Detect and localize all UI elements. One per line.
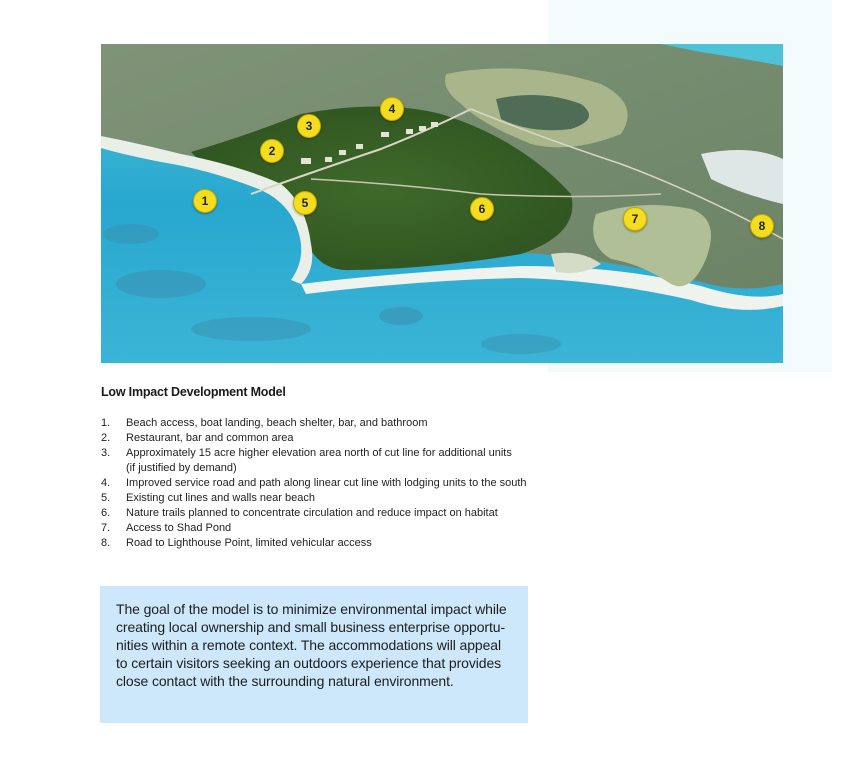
legend-text: Approximately 15 acre higher elevation area north of cut line for additional units (if justified by demand) xyxy=(126,447,512,474)
legend-item xyxy=(101,446,527,476)
legend-number: 1. xyxy=(101,417,111,429)
legend-number: 7. xyxy=(101,522,111,534)
legend-text: Existing cut lines and walls near beach xyxy=(126,492,315,504)
marker-1: 1 xyxy=(193,189,217,213)
marker-7: 7 xyxy=(623,207,647,231)
marker-6: 6 xyxy=(470,197,494,221)
legend-text: Access to Shad Pond xyxy=(126,522,232,534)
legend-item xyxy=(101,431,527,446)
legend-item xyxy=(101,476,527,491)
summary-callout xyxy=(100,586,528,723)
legend-number: 2. xyxy=(101,432,111,444)
legend-number: 3. xyxy=(101,447,111,459)
legend-number: 6. xyxy=(101,507,111,519)
legend-item xyxy=(101,536,527,551)
section-title: Low Impact Development Model xyxy=(101,385,286,399)
legend-text: Restaurant, bar and common area xyxy=(126,432,294,444)
legend-item xyxy=(101,506,527,521)
legend-text: Road to Lighthouse Point, limited vehicular access xyxy=(126,537,372,549)
marker-2: 2 xyxy=(260,139,284,163)
legend-item xyxy=(101,416,527,431)
legend-number: 5. xyxy=(101,492,111,504)
legend-number: 8. xyxy=(101,537,111,549)
aerial-site-image xyxy=(101,44,783,363)
legend-number: 4. xyxy=(101,477,111,489)
legend-text: Nature trails planned to concentrate circulation and reduce impact on habitat xyxy=(126,507,498,519)
legend-list xyxy=(101,416,527,551)
legend-text: Improved service road and path along linear cut line with lodging units to the south xyxy=(126,477,527,489)
legend-item xyxy=(101,521,527,536)
marker-3: 3 xyxy=(297,114,321,138)
legend-text: Beach access, boat landing, beach shelter, bar, and bathroom xyxy=(126,417,428,429)
marker-8: 8 xyxy=(750,214,774,238)
legend-item xyxy=(101,491,527,506)
marker-5: 5 xyxy=(293,191,317,215)
marker-4: 4 xyxy=(380,97,404,121)
summary-text: The goal of the model is to minimize environmental impact while creating local ownership and small business enterprise opportu-nities within a remote context. The accommodations will appeal to certain visitors seeking an outdoors experience that provides close contact with the surrounding natural environment. xyxy=(116,601,507,689)
